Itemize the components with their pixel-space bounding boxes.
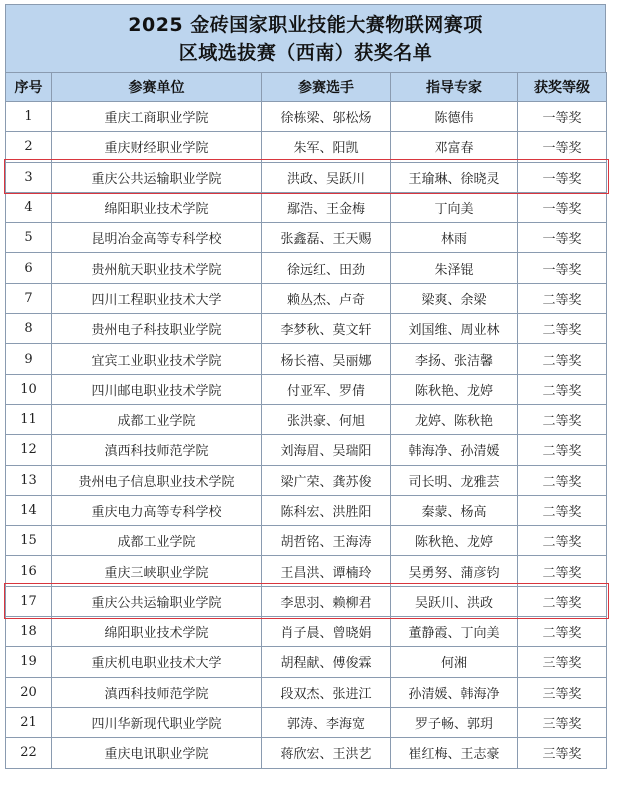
table-row xyxy=(6,374,607,404)
table-row xyxy=(6,677,607,707)
row-number: 1 xyxy=(6,102,52,132)
row-award: 二等奖 xyxy=(518,556,607,586)
table-row xyxy=(6,707,607,737)
row-players: 段双杰、张进江 xyxy=(262,677,391,707)
row-school: 滇西科技师范学院 xyxy=(52,677,262,707)
row-award: 三等奖 xyxy=(518,677,607,707)
header-award: 获奖等级 xyxy=(518,73,607,102)
table-row xyxy=(6,586,607,616)
row-award: 一等奖 xyxy=(518,132,607,162)
row-award: 一等奖 xyxy=(518,223,607,253)
row-experts: 陈秋艳、龙婷 xyxy=(391,526,518,556)
row-award: 二等奖 xyxy=(518,314,607,344)
header-experts: 指导专家 xyxy=(391,73,518,102)
row-players: 李思羽、赖柳君 xyxy=(262,586,391,616)
row-award: 二等奖 xyxy=(518,374,607,404)
row-players: 徐远红、田劲 xyxy=(262,253,391,283)
row-number: 12 xyxy=(6,435,52,465)
row-players: 鄢浩、王金梅 xyxy=(262,192,391,222)
row-experts: 韩海净、孙清媛 xyxy=(391,435,518,465)
header-school: 参赛单位 xyxy=(52,73,262,102)
row-school: 四川华新现代职业学院 xyxy=(52,707,262,737)
row-number: 7 xyxy=(6,283,52,313)
row-school: 绵阳职业技术学院 xyxy=(52,617,262,647)
row-award: 一等奖 xyxy=(518,192,607,222)
row-school: 重庆三峡职业学院 xyxy=(52,556,262,586)
table-row xyxy=(6,102,607,132)
row-school: 重庆电力高等专科学校 xyxy=(52,495,262,525)
row-number: 3 xyxy=(6,162,52,192)
row-award: 二等奖 xyxy=(518,435,607,465)
row-experts: 吴勇努、蒲彦钧 xyxy=(391,556,518,586)
row-experts: 朱泽锟 xyxy=(391,253,518,283)
table-row xyxy=(6,526,607,556)
row-players: 陈科宏、洪胜阳 xyxy=(262,495,391,525)
row-experts: 秦蒙、杨高 xyxy=(391,495,518,525)
row-experts: 罗子畅、郭玥 xyxy=(391,707,518,737)
row-experts: 龙婷、陈秋艳 xyxy=(391,404,518,434)
award-table xyxy=(5,72,607,769)
row-number: 16 xyxy=(6,556,52,586)
row-experts: 董静霞、丁向美 xyxy=(391,617,518,647)
row-award: 一等奖 xyxy=(518,102,607,132)
row-experts: 李扬、张洁馨 xyxy=(391,344,518,374)
row-number: 20 xyxy=(6,677,52,707)
row-players: 胡哲铭、王海涛 xyxy=(262,526,391,556)
row-school: 重庆工商职业学院 xyxy=(52,102,262,132)
row-school: 重庆财经职业学院 xyxy=(52,132,262,162)
row-school: 重庆公共运输职业学院 xyxy=(52,162,262,192)
row-number: 18 xyxy=(6,617,52,647)
row-award: 二等奖 xyxy=(518,404,607,434)
row-number: 2 xyxy=(6,132,52,162)
row-award: 二等奖 xyxy=(518,617,607,647)
row-school: 绵阳职业技术学院 xyxy=(52,192,262,222)
row-players: 梁广荣、龚苏俊 xyxy=(262,465,391,495)
row-number: 11 xyxy=(6,404,52,434)
table-row xyxy=(6,132,607,162)
row-number: 13 xyxy=(6,465,52,495)
table-row xyxy=(6,404,607,434)
row-players: 张洪豪、何旭 xyxy=(262,404,391,434)
row-experts: 陈德伟 xyxy=(391,102,518,132)
row-experts: 刘国维、周业林 xyxy=(391,314,518,344)
row-award: 二等奖 xyxy=(518,526,607,556)
row-number: 17 xyxy=(6,586,52,616)
table-row xyxy=(6,223,607,253)
row-players: 付亚军、罗倩 xyxy=(262,374,391,404)
row-school: 重庆电讯职业学院 xyxy=(52,738,262,768)
title-line-1: 2025 金砖国家职业技能大赛物联网赛项 xyxy=(128,13,483,36)
table-row xyxy=(6,556,607,586)
row-experts: 何湘 xyxy=(391,647,518,677)
row-number: 6 xyxy=(6,253,52,283)
table-row xyxy=(6,192,607,222)
row-players: 杨长禧、吴丽娜 xyxy=(262,344,391,374)
row-award: 三等奖 xyxy=(518,707,607,737)
row-school: 重庆公共运输职业学院 xyxy=(52,586,262,616)
row-number: 4 xyxy=(6,192,52,222)
table-row xyxy=(6,617,607,647)
row-players: 王昌洪、谭楠玲 xyxy=(262,556,391,586)
row-experts: 丁向美 xyxy=(391,192,518,222)
row-players: 刘海眉、吴瑞阳 xyxy=(262,435,391,465)
row-school: 重庆机电职业技术大学 xyxy=(52,647,262,677)
row-school: 宜宾工业职业技术学院 xyxy=(52,344,262,374)
row-number: 14 xyxy=(6,495,52,525)
row-number: 22 xyxy=(6,738,52,768)
title-line-2: 区域选拔赛（西南）获奖名单 xyxy=(178,41,433,64)
row-school: 四川工程职业技术大学 xyxy=(52,283,262,313)
table-row xyxy=(6,647,607,677)
table-row xyxy=(6,738,607,768)
table-row xyxy=(6,435,607,465)
row-school: 昆明冶金高等专科学校 xyxy=(52,223,262,253)
row-experts: 孙清媛、韩海净 xyxy=(391,677,518,707)
row-players: 李梦秋、莫文轩 xyxy=(262,314,391,344)
table-body xyxy=(6,102,607,769)
header-number: 序号 xyxy=(6,73,52,102)
row-players: 洪政、吴跃川 xyxy=(262,162,391,192)
row-number: 21 xyxy=(6,707,52,737)
row-experts: 崔红梅、王志豪 xyxy=(391,738,518,768)
row-experts: 吴跃川、洪政 xyxy=(391,586,518,616)
row-school: 四川邮电职业技术学院 xyxy=(52,374,262,404)
row-players: 郭涛、李海宽 xyxy=(262,707,391,737)
table-row xyxy=(6,465,607,495)
table-row xyxy=(6,162,607,192)
title-banner xyxy=(5,4,606,72)
row-award: 二等奖 xyxy=(518,283,607,313)
row-award: 二等奖 xyxy=(518,465,607,495)
row-players: 胡程献、傅俊霖 xyxy=(262,647,391,677)
table-row xyxy=(6,344,607,374)
row-number: 5 xyxy=(6,223,52,253)
row-award: 一等奖 xyxy=(518,253,607,283)
row-award: 二等奖 xyxy=(518,495,607,525)
row-players: 朱军、阳凯 xyxy=(262,132,391,162)
row-experts: 林雨 xyxy=(391,223,518,253)
row-school: 贵州电子信息职业技术学院 xyxy=(52,465,262,495)
row-players: 蒋欣宏、王洪艺 xyxy=(262,738,391,768)
row-award: 三等奖 xyxy=(518,738,607,768)
row-award: 一等奖 xyxy=(518,162,607,192)
header-players: 参赛选手 xyxy=(262,73,391,102)
row-school: 贵州航天职业技术学院 xyxy=(52,253,262,283)
row-number: 9 xyxy=(6,344,52,374)
row-experts: 梁爽、余梁 xyxy=(391,283,518,313)
row-school: 成都工业学院 xyxy=(52,526,262,556)
row-experts: 王瑜琳、徐晓灵 xyxy=(391,162,518,192)
row-experts: 司长明、龙雅芸 xyxy=(391,465,518,495)
table-row xyxy=(6,314,607,344)
row-number: 8 xyxy=(6,314,52,344)
row-award: 二等奖 xyxy=(518,344,607,374)
row-players: 肖子晨、曾晓娟 xyxy=(262,617,391,647)
row-school: 成都工业学院 xyxy=(52,404,262,434)
row-experts: 陈秋艳、龙婷 xyxy=(391,374,518,404)
row-experts: 邓富春 xyxy=(391,132,518,162)
row-school: 贵州电子科技职业学院 xyxy=(52,314,262,344)
table-row xyxy=(6,253,607,283)
table-row xyxy=(6,495,607,525)
row-award: 三等奖 xyxy=(518,647,607,677)
row-players: 张鑫磊、王天赐 xyxy=(262,223,391,253)
table-row xyxy=(6,283,607,313)
row-school: 滇西科技师范学院 xyxy=(52,435,262,465)
row-players: 徐栋梁、邬松炀 xyxy=(262,102,391,132)
row-number: 19 xyxy=(6,647,52,677)
row-award: 二等奖 xyxy=(518,586,607,616)
table-header-row xyxy=(6,73,607,102)
row-number: 15 xyxy=(6,526,52,556)
row-players: 赖丛杰、卢奇 xyxy=(262,283,391,313)
row-number: 10 xyxy=(6,374,52,404)
award-list-sheet xyxy=(5,4,606,769)
